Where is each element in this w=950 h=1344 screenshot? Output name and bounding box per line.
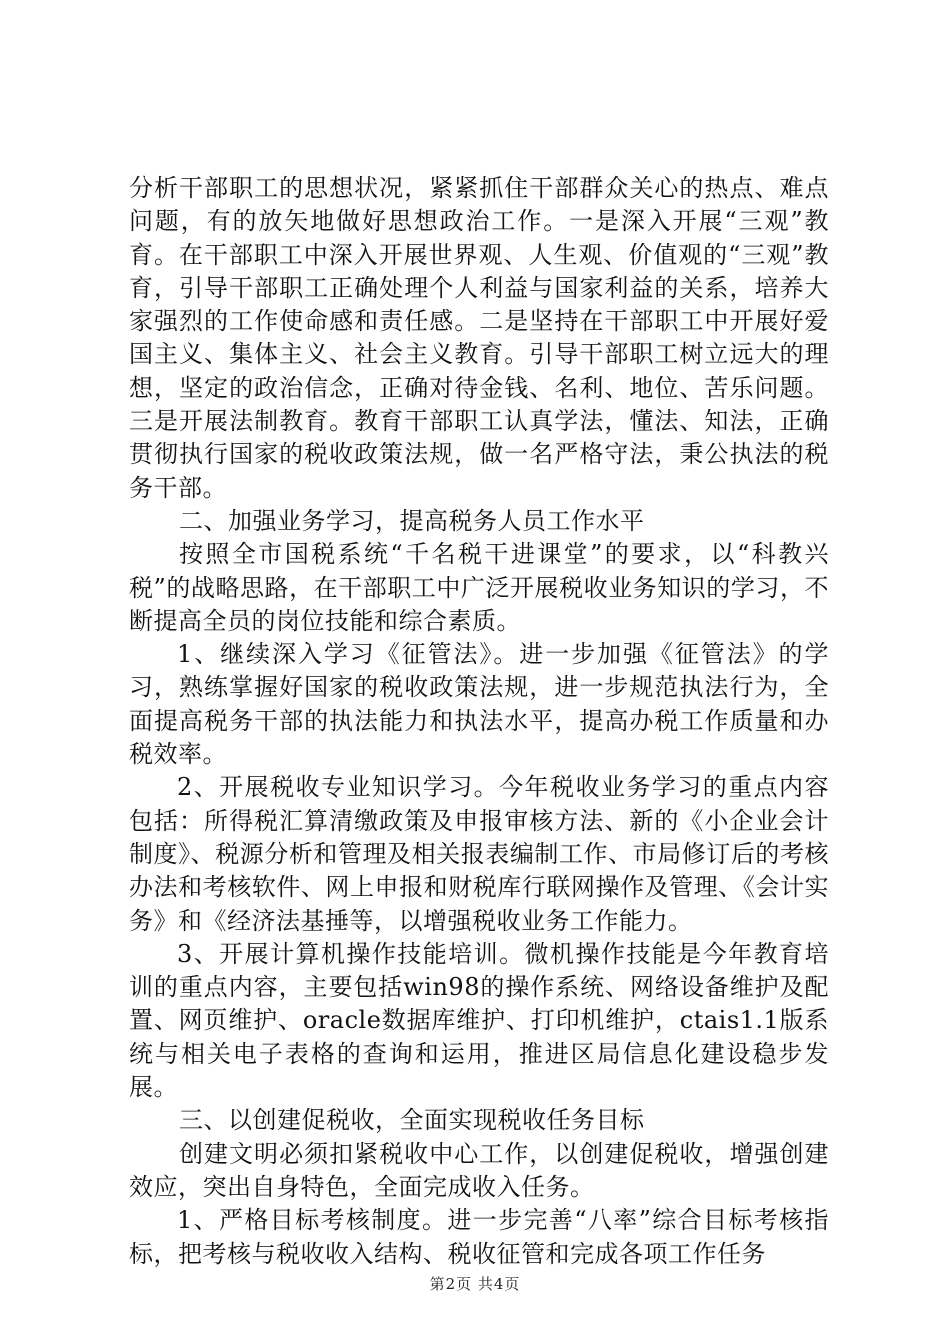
- heading-section-three: 三、以创建促税收，全面实现税收任务目标: [179, 1106, 645, 1135]
- paragraph-thought-work: 分析干部职工的思想状况，紧紧抓住干部群众关心的热点、难点问题，有的放矢地做好思想政治工作。一是深入开展“三观”教育。在干部职工中深入开展世界观、人生观、价值观的“三观”教育，引导干部职工正确处理个人利益与国家利益的关系，培养大家强烈的工作使命感和责任感。二是坚持在干部职工中开展好爱国主义、集体主义、社会主义教育。引导干部职工树立远大的理想，坚定的政治信念，正确对待金钱、名利、地位、苦乐问题。三是开展法制教育。教育干部职工认真学法，懂法、知法，正确贯彻执行国家的税收政策法规，做一名严格守法，秉公执法的税务干部。: [129, 174, 829, 502]
- page-number: 第2页 共4页: [429, 1275, 521, 1293]
- paragraph-creation-intro: 创建文明必须扣紧税收中心工作，以创建促税收，增强创建效应，突出自身特色，全面完成收入任务。: [129, 1139, 829, 1201]
- paragraph-item-1-law: 1、继续深入学习《征管法》。进一步加强《征管法》的学习，熟练掌握好国家的税收政策法规，进一步规范执法行为，全面提高税务干部的执法能力和执法水平，提高办税工作质量和办税效率。: [129, 640, 829, 769]
- paragraph-study-intro: 按照全市国税系统“千名税干进课堂”的要求，以“科教兴税”的战略思路，在干部职工中广泛开展税收业务知识的学习，不断提高全员的岗位技能和综合素质。: [129, 540, 829, 635]
- heading-section-two: 二、加强业务学习，提高税务人员工作水平: [179, 506, 645, 535]
- paragraph-item-2-tax-knowledge: 2、开展税收专业知识学习。今年税收业务学习的重点内容包括：所得税汇算清缴政策及申报审核方法、新的《小企业会计制度》、税源分析和管理及相关报表编制工作、市局修订后的考核办法和考核软件、网上申报和财税库行联网操作及管理、《会计实务》和《经济法基捶等，以增强税收业务工作能力。: [129, 773, 829, 935]
- document-body: [129, 172, 829, 1271]
- paragraph-item-3-computer: 3、开展计算机操作技能培训。微机操作技能是今年教育培训的重点内容，主要包括win98的操作系统、网络设备维护及配置、网页维护、oracle数据库维护、打印机维护，ctais1.1版系统与相关电子表格的查询和运用，推进区局信息化建设稳步发展。: [129, 939, 829, 1102]
- paragraph-item-1-assessment: 1、严格目标考核制度。进一步完善“八率”综合目标考核指标，把考核与税收收入结构、税收征管和完成各项工作任务: [129, 1206, 829, 1268]
